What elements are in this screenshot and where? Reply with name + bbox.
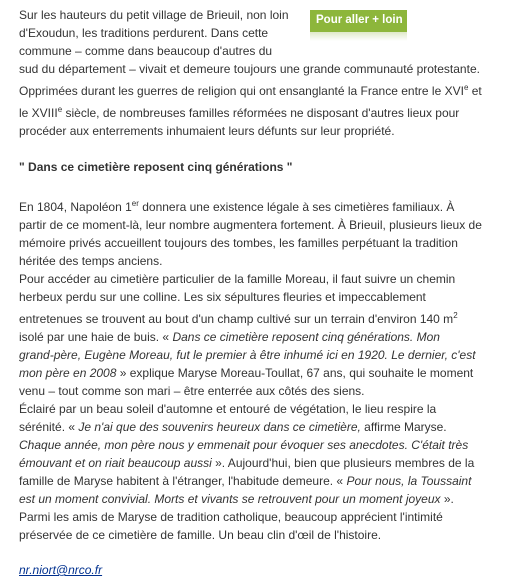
article-line: Pour accéder au cimetière particulier de la famille Moreau, il faut suivre un chemin — [19, 272, 456, 286]
pour-aller-plus-loin-label: Pour aller + loin — [316, 14, 403, 26]
article-line: entretenues se trouvent au bout d'un champ cultivé sur un terrain d'environ 140 $m^2$ — [19, 311, 458, 326]
article-line: isolé par une haie de buis. « Dans ce cimetière reposent cinq générations. Mon — [19, 330, 440, 344]
article-line: mémoire privés accueillent toujours des tombes, les familles perpétuant la tradition — [19, 236, 458, 250]
article-line: sérénité. « Je n'ai que des souvenirs heureux dans ce cimetière, affirme Maryse. — [19, 420, 447, 434]
article-line: d'Exoudun, les traditions perdurent. Dans cette — [19, 26, 269, 40]
article-line: commune – comme dans beaucoup d'autres du — [19, 44, 273, 58]
article-line: Chaque année, mon père nous y emmenait pour évoquer ses anecdotes. C'était très — [19, 438, 469, 452]
article-line: venu – tout comme son mari – être enterrée aux côtés des siens. — [19, 384, 365, 398]
article-line: procéder aux enterrements inhumaient leurs défunts sur leur propriété. — [19, 124, 395, 138]
email-link[interactable]: nr.niort@nrco.fr — [19, 563, 103, 577]
pour-aller-plus-loin-button[interactable] — [310, 10, 407, 32]
article-line: En 1804, Napoléon 1er donnera une existence légale à ses cimetières familiaux. À — [19, 199, 455, 214]
article-line: grand-père, Eugène Moreau, fut le premier à être inhumé ici en 1920. Le dernier, c'est — [19, 348, 476, 362]
article-line: partir de ce moment-là, leur nombre augmentera fortement. À Brieuil, plusieurs lieux de — [19, 218, 482, 232]
article-line: mon père en 2008 » explique Maryse Moreau-Toullat, 67 ans, qui souhaite le moment — [19, 366, 474, 380]
section-heading: " Dans ce cimetière reposent cinq générations " — [19, 160, 293, 174]
article-line: herbeux perdu sur une colline. Les six sépultures fleuries et impeccablement — [19, 290, 426, 304]
article-line: sud du département – vivait et demeure toujours une grande communauté protestante. — [19, 62, 480, 76]
article-line: héritée des temps anciens. — [19, 254, 163, 268]
article-line: famille de Maryse habitent à l'étranger, l'habitude demeure. « Pour nous, la Toussaint — [19, 474, 472, 488]
sidebar-box-shadow — [310, 32, 407, 41]
article-line: est un moment convivial. Morts et vivants se retrouvent pour un moment joyeux ». — [19, 492, 454, 506]
article-line: Parmi les amis de Maryse de tradition catholique, beaucoup apprécient l'intimité — [19, 510, 443, 524]
article-line: Sur les hauteurs du petit village de Brieuil, non loin — [19, 8, 289, 22]
article-line: émouvant et on riait beaucoup aussi ». Aujourd'hui, bien que plusieurs membres de la — [19, 456, 475, 470]
article-line: Éclairé par un beau soleil d'automne et entouré de végétation, le lieu respire la — [19, 402, 437, 416]
article-line: le XVIIIe siècle, de nombreuses familles réformées ne disposant d'autres lieux pour — [19, 105, 460, 120]
article-line: préservée de ce cimetière de famille. Un beau clin d'œil de l'histoire. — [19, 528, 382, 542]
article-line: Opprimées durant les guerres de religion qui ont ensanglanté la France entre le XVIe et — [19, 83, 482, 98]
